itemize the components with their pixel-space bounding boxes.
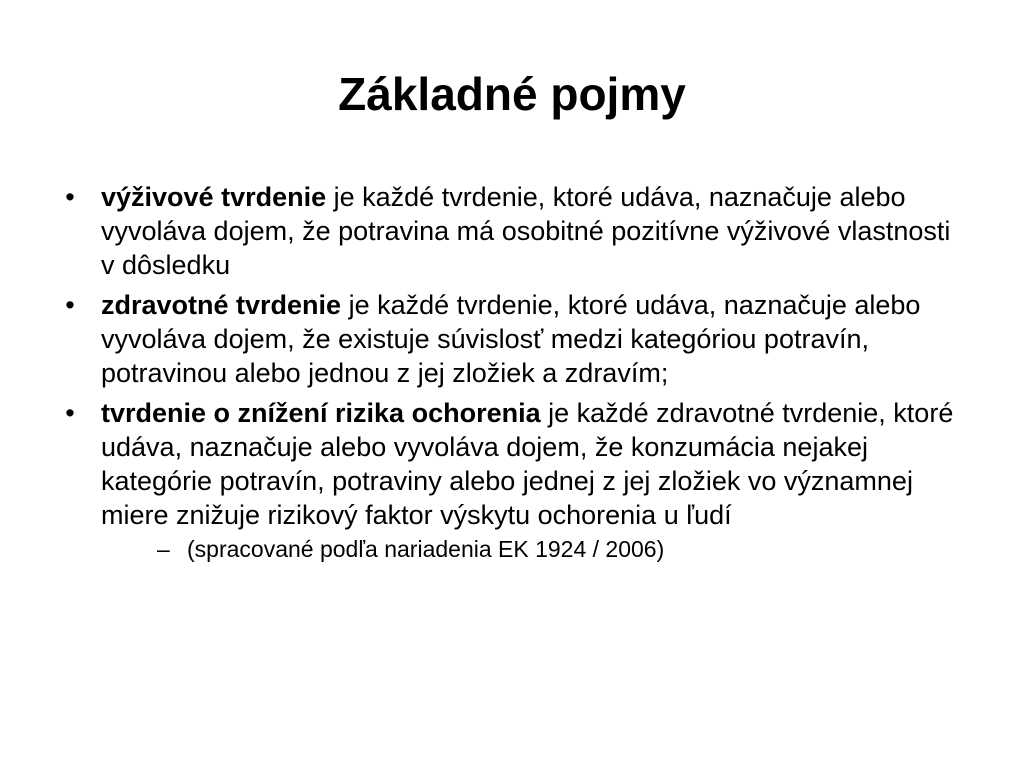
- definition-health-claim: je každé tvrdenie, ktoré udáva, naznačuje alebo vyvoláva dojem, že existuje súvislosť medzi kategóriou potravín, potravinou alebo jednou z jej zložiek a zdravím;: [101, 290, 921, 388]
- bullet-list: [60, 180, 970, 570]
- list-item: [60, 180, 970, 282]
- list-item: [60, 396, 970, 564]
- source-note: (spracované podľa nariadenia EK 1924 / 2006): [187, 536, 665, 562]
- list-item: [60, 288, 970, 390]
- bullet-mark: •: [65, 290, 75, 320]
- bullet-mark: •: [65, 182, 75, 212]
- term-disease-risk-reduction-claim: tvrdenie o znížení rizika ochorenia: [101, 398, 541, 428]
- sub-bullet-mark: –: [157, 536, 170, 562]
- term-nutrition-claim: výživové tvrdenie: [101, 182, 327, 212]
- slide-title: Základné pojmy: [338, 68, 686, 120]
- definition-nutrition-claim: je každé tvrdenie, ktoré udáva, naznačuje alebo vyvoláva dojem, že potravina má osobitné pozitívne výživové vlastnosti v dôsledku: [101, 182, 951, 280]
- term-health-claim: zdravotné tvrdenie: [101, 290, 342, 320]
- definition-disease-risk-reduction-claim: je každé zdravotné tvrdenie, ktoré udáva, naznačuje alebo vyvoláva dojem, že konzumácia nejakej kategórie potravín, potraviny alebo jednej z jej zložiek vo významnej miere znižuje rizikový faktor výskytu ochorenia u ľudí: [101, 398, 954, 530]
- sub-list-item: [157, 534, 970, 564]
- bullet-mark: •: [65, 398, 75, 428]
